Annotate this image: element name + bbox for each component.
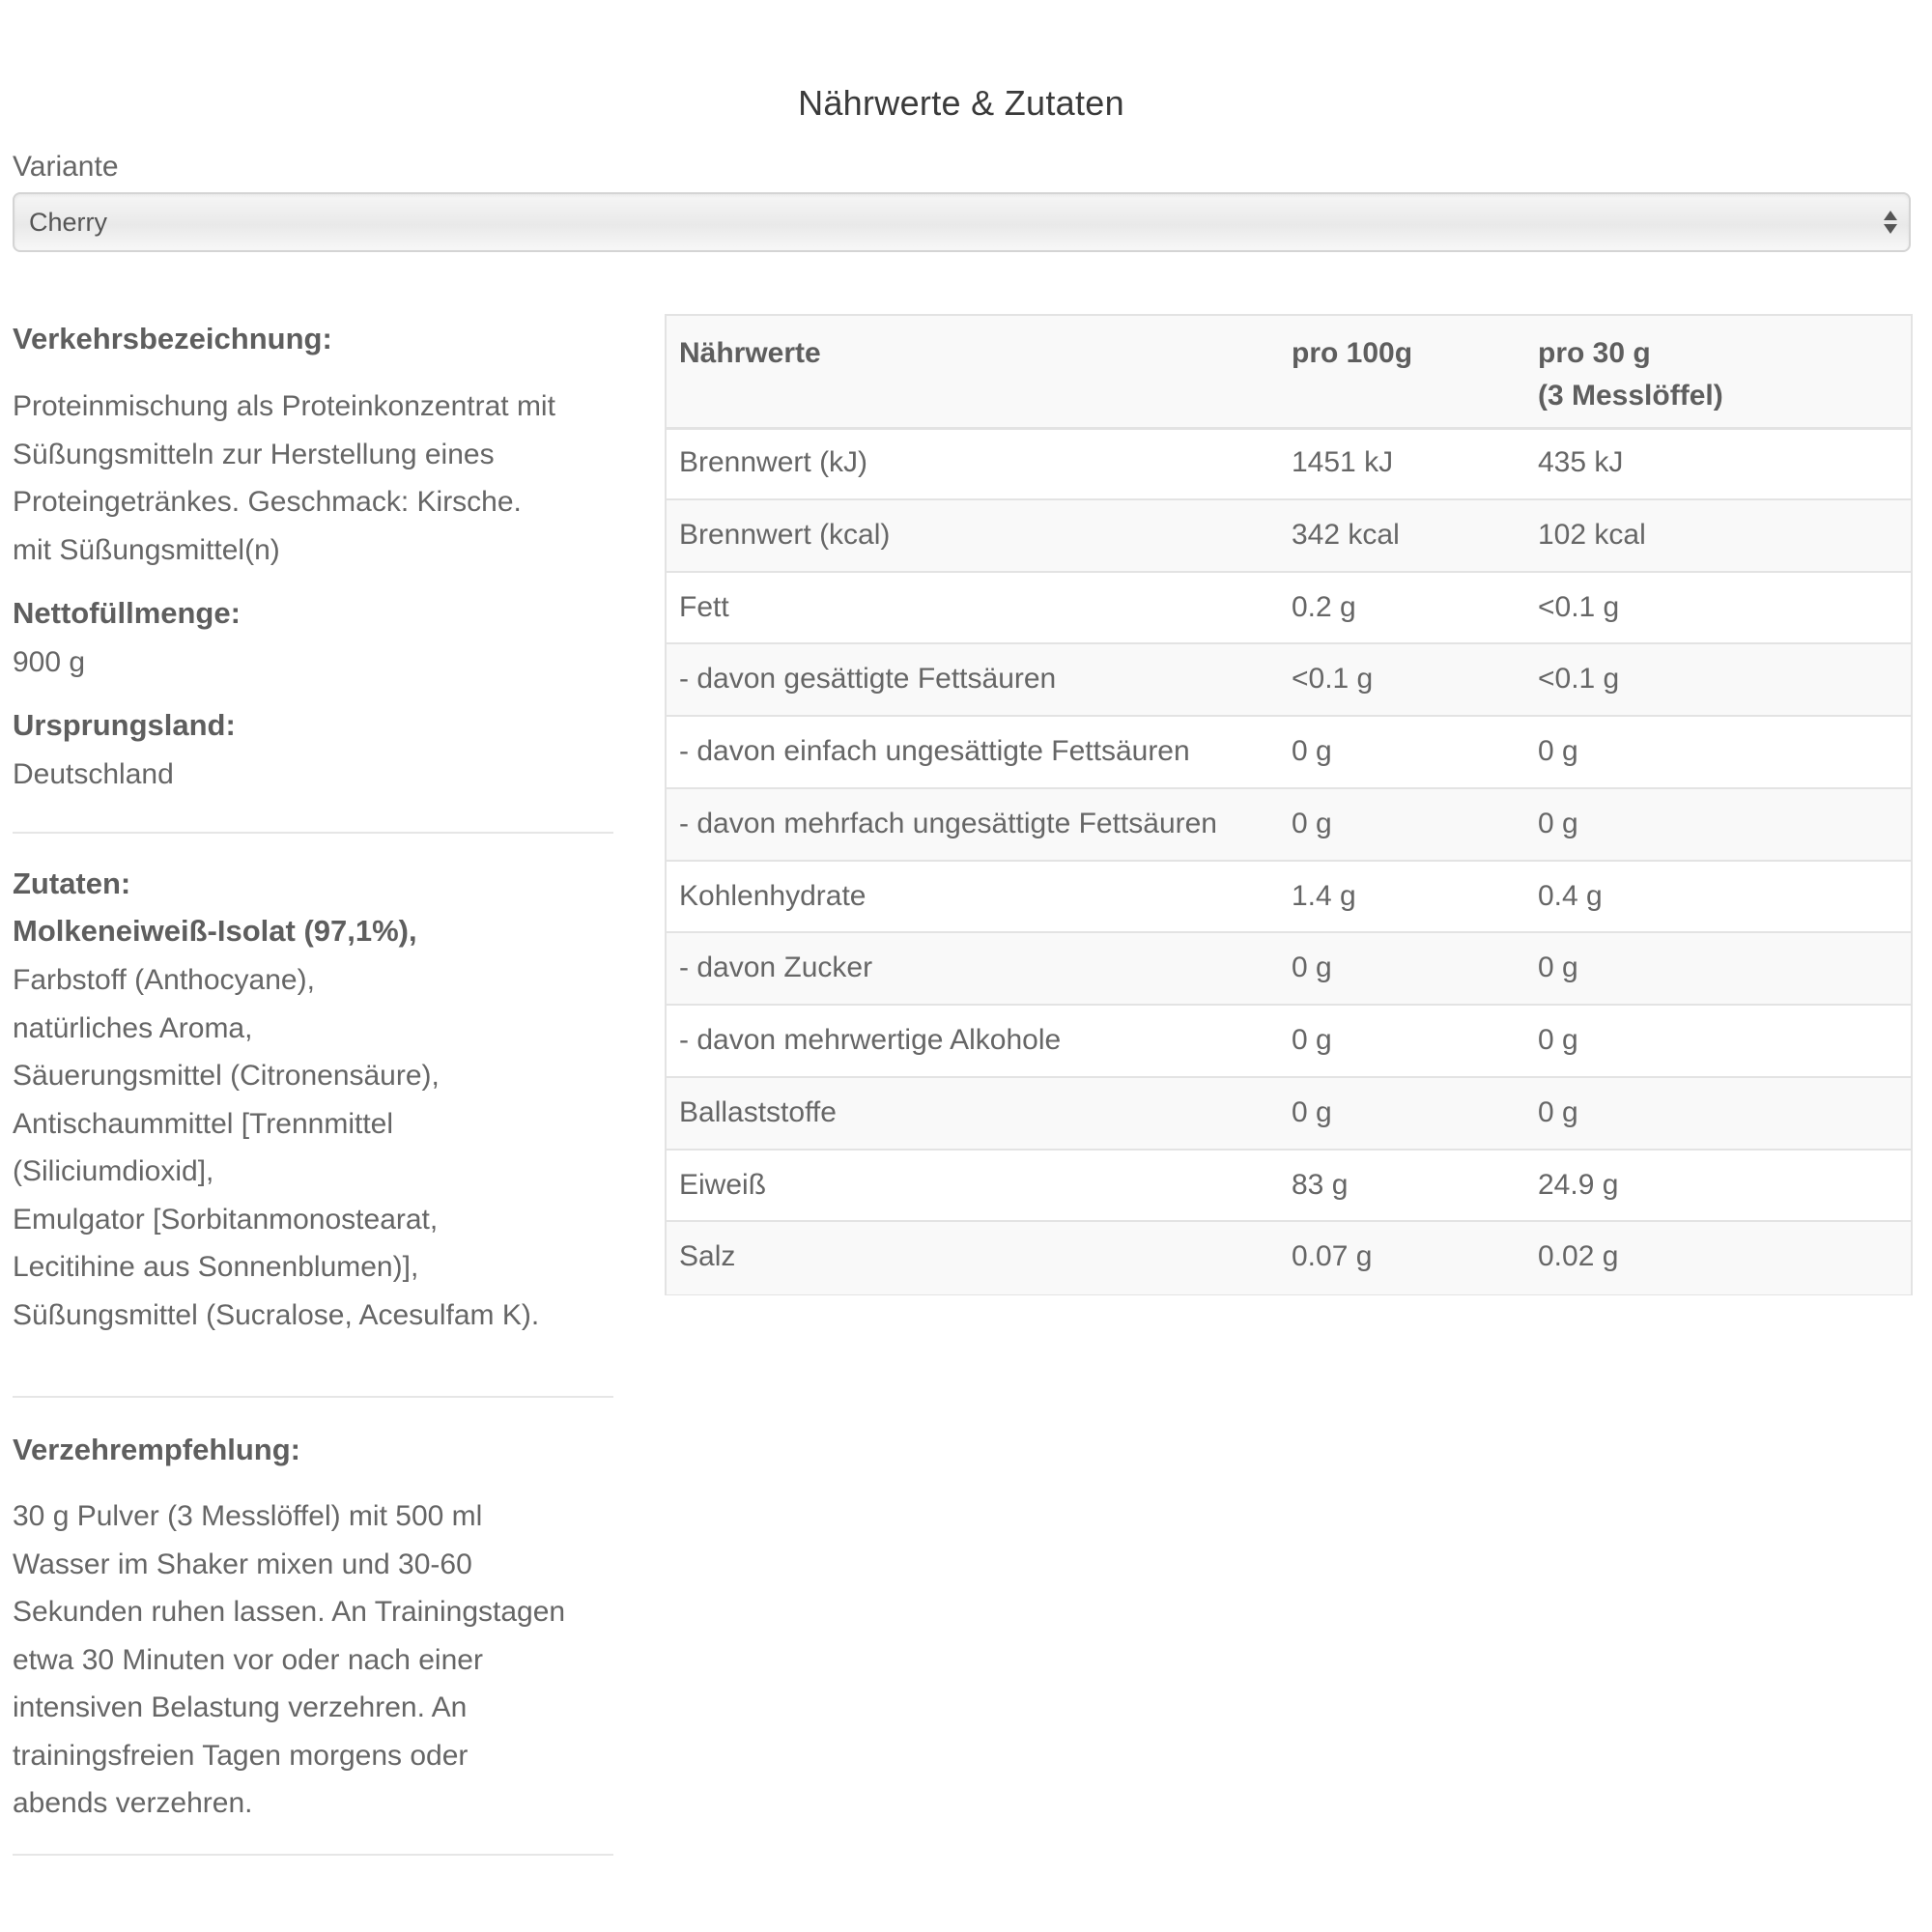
variant-select-value: Cherry	[29, 208, 108, 237]
updown-arrows-icon	[1884, 209, 1897, 238]
ingredient-line: Lecitihine aus Sonnenblumen)],	[13, 1251, 419, 1283]
value-per-serving: <0.1 g	[1538, 590, 1620, 623]
value-per-serving: 24.9 g	[1538, 1168, 1619, 1201]
header-per-serving	[1538, 332, 1723, 417]
recommendation-heading: Verzehrempfehlung:	[13, 1433, 300, 1466]
table-row	[667, 717, 1911, 789]
table-row	[667, 1078, 1911, 1151]
table-header	[667, 316, 1911, 430]
ingredient-line: Farbstoff (Anthocyane),	[13, 964, 315, 996]
designation-text	[13, 383, 555, 574]
nutrient-name: - davon Zucker	[679, 952, 873, 984]
table-row	[667, 573, 1911, 645]
ingredient-line: Süßungsmittel (Sucralose, Acesulfam K).	[13, 1298, 540, 1331]
ingredients-list	[13, 956, 539, 1339]
page-title: Nährwerte & Zutaten	[798, 83, 1124, 123]
value-per-100g: 0 g	[1292, 735, 1332, 767]
ingredient-line: natürliches Aroma,	[13, 1011, 253, 1044]
table-row	[667, 428, 1911, 500]
ingredient-line: (Siliciumdioxid],	[13, 1155, 214, 1187]
value-per-100g: 0 g	[1292, 952, 1332, 984]
recommendation-line: Wasser im Shaker mixen und 30-60	[13, 1548, 472, 1580]
nutrient-name: - davon mehrfach ungesättigte Fettsäuren	[679, 807, 1217, 839]
value-per-100g: 0.07 g	[1292, 1240, 1373, 1273]
nutrient-name: Brennwert (kcal)	[679, 518, 891, 551]
net-quantity-heading: Nettofüllmenge:	[13, 596, 241, 630]
origin-value: Deutschland	[13, 758, 174, 790]
value-per-serving: 0 g	[1538, 952, 1578, 984]
value-per-100g: <0.1 g	[1292, 663, 1374, 696]
value-per-100g: 0.2 g	[1292, 590, 1356, 623]
ingredients-main: Molkeneiweiß-Isolat (97,1%),	[13, 914, 417, 948]
recommendation-line: abends verzehren.	[13, 1787, 253, 1819]
ingredient-line: Antischaummittel [Trennmittel	[13, 1107, 394, 1140]
value-per-serving: 0.02 g	[1538, 1240, 1619, 1273]
nutrient-name: - davon mehrwertige Alkohole	[679, 1024, 1062, 1056]
value-per-serving: 0 g	[1538, 1095, 1578, 1128]
designation-line: Proteinmischung als Proteinkonzentrat mit	[13, 390, 555, 422]
header-nutrient: Nährwerte	[679, 337, 821, 369]
nutrient-name: Eiweiß	[679, 1168, 767, 1201]
nutrient-name: Ballaststoffe	[679, 1095, 837, 1128]
value-per-serving: 0 g	[1538, 807, 1578, 839]
value-per-serving: 0.4 g	[1538, 879, 1603, 912]
header-per-serving-line2: (3 Messlöffel)	[1538, 380, 1723, 412]
value-per-serving: 435 kJ	[1538, 446, 1624, 478]
nutrient-name: Brennwert (kJ)	[679, 446, 868, 478]
table-row	[667, 644, 1911, 717]
ingredients-heading: Zutaten:	[13, 867, 131, 900]
recommendation-text	[13, 1492, 565, 1828]
designation-line: Proteingetränkes. Geschmack: Kirsche.	[13, 486, 522, 518]
value-per-100g: 83 g	[1292, 1168, 1349, 1201]
section-divider	[13, 832, 613, 834]
value-per-serving: 102 kcal	[1538, 518, 1646, 551]
table-row	[667, 1006, 1911, 1078]
value-per-serving: 0 g	[1538, 1024, 1578, 1056]
table-row	[667, 933, 1911, 1006]
nutrition-table	[665, 314, 1913, 1295]
value-per-100g: 1.4 g	[1292, 879, 1356, 912]
recommendation-line: intensiven Belastung verzehren. An	[13, 1691, 468, 1723]
nutrient-name: - davon einfach ungesättigte Fettsäuren	[679, 735, 1190, 767]
value-per-100g: 0 g	[1292, 1095, 1332, 1128]
ingredient-line: Säuerungsmittel (Citronensäure),	[13, 1060, 440, 1092]
value-per-100g: 1451 kJ	[1292, 446, 1394, 478]
recommendation-line: Sekunden ruhen lassen. An Trainingstagen	[13, 1596, 566, 1628]
ingredient-line: Emulgator [Sorbitanmonostearat,	[13, 1203, 439, 1236]
header-per-serving-line1: pro 30 g	[1538, 337, 1651, 369]
header-per-100g: pro 100g	[1292, 337, 1413, 369]
designation-line: Süßungsmitteln zur Herstellung eines	[13, 438, 495, 470]
section-divider	[13, 1854, 613, 1856]
value-per-100g: 0 g	[1292, 807, 1332, 839]
value-per-100g: 0 g	[1292, 1024, 1332, 1056]
value-per-serving: 0 g	[1538, 735, 1578, 767]
nutrient-name: Kohlenhydrate	[679, 879, 867, 912]
nutrient-name: Salz	[679, 1240, 736, 1273]
recommendation-line: 30 g Pulver (3 Messlöffel) mit 500 ml	[13, 1500, 483, 1532]
value-per-100g: 342 kcal	[1292, 518, 1400, 551]
section-divider	[13, 1396, 613, 1398]
value-per-serving: <0.1 g	[1538, 663, 1620, 696]
nutrient-name: Fett	[679, 590, 729, 623]
table-row	[667, 789, 1911, 862]
variant-select[interactable]	[13, 192, 1911, 252]
recommendation-line: etwa 30 Minuten vor oder nach einer	[13, 1643, 483, 1676]
net-quantity-value: 900 g	[13, 646, 86, 678]
origin-heading: Ursprungsland:	[13, 708, 236, 742]
recommendation-line: trainingsfreien Tagen morgens oder	[13, 1739, 469, 1772]
table-row	[667, 500, 1911, 573]
table-row	[667, 862, 1911, 934]
nutrient-name: - davon gesättigte Fettsäuren	[679, 663, 1057, 696]
designation-heading: Verkehrsbezeichnung:	[13, 322, 332, 355]
table-row	[667, 1222, 1911, 1294]
designation-line: mit Süßungsmittel(n)	[13, 533, 280, 566]
variant-label: Variante	[13, 151, 119, 183]
table-row	[667, 1151, 1911, 1223]
